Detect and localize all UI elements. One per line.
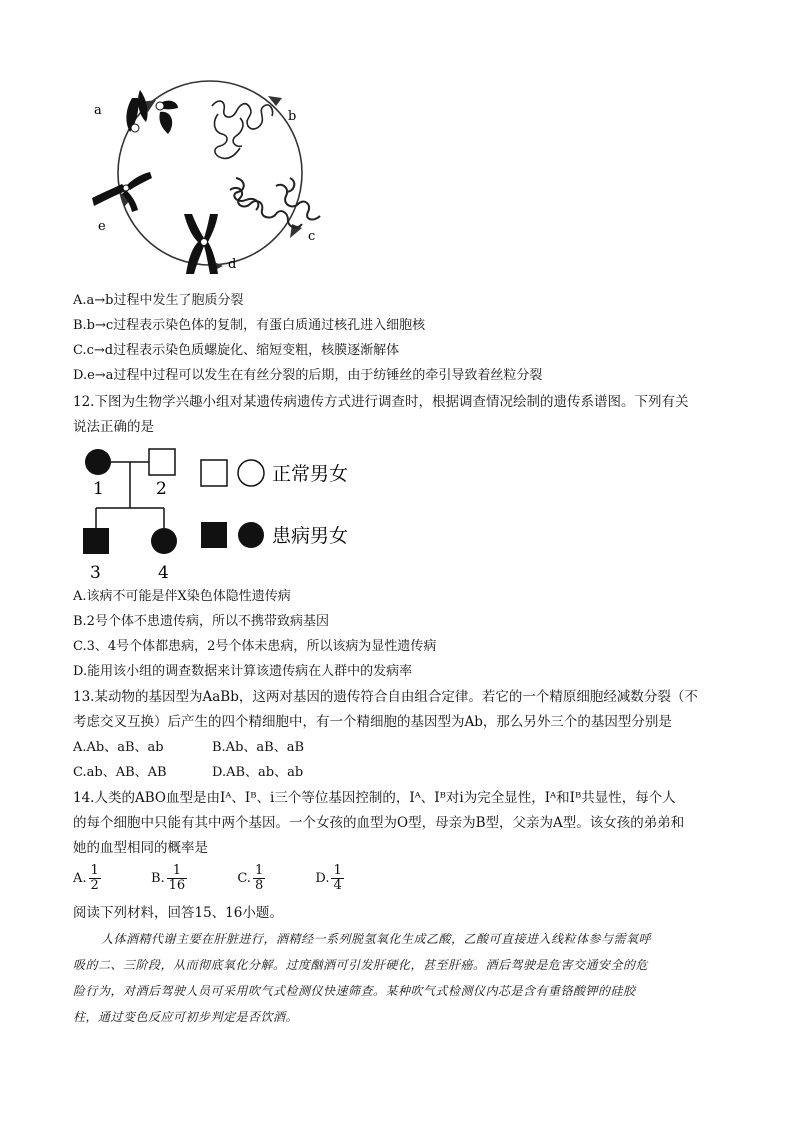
pedigree-number-2: 2 bbox=[156, 479, 167, 499]
q13-option-c: C.ab、AB、AB bbox=[73, 765, 167, 780]
q14-stem-line1: 14.人类的ABO血型是由Iᴬ、Iᴮ、i三个等位基因控制的，Iᴬ、Iᴮ对i为完全显性，Iᴬ和Iᴮ共显性，每个人 bbox=[73, 790, 676, 806]
q12-option-a: A.该病不可能是伴X染色体隐性遗传病 bbox=[73, 589, 291, 604]
legend-normal-female-symbol bbox=[238, 460, 264, 486]
q14-stem-line3: 她的血型相同的概率是 bbox=[73, 840, 208, 856]
q14-option-d-fraction bbox=[331, 864, 343, 893]
cycle-label-d: d bbox=[228, 257, 237, 272]
individual-2-normal-male bbox=[149, 449, 175, 475]
q13-stem-line1: 13.某动物的基因型为AaBb，这两对基因的遗传符合自由组合定律。若它的一个精原细胞经减数分裂（不 bbox=[73, 689, 698, 705]
individual-1-affected-female bbox=[85, 449, 111, 475]
q13-option-a: A.Ab、aB、ab bbox=[73, 740, 164, 755]
reading-para-line4: 柱，通过变色反应可初步判定是否饮酒。 bbox=[73, 1010, 299, 1024]
q12-option-d: D.能用该小组的调查数据来计算该遗传病在人群中的发病率 bbox=[73, 664, 413, 679]
fraction-denominator: 8 bbox=[254, 878, 264, 893]
q14-option-c-fraction bbox=[253, 864, 265, 893]
chromatin-stage-c bbox=[230, 178, 320, 227]
legend-affected-female-symbol bbox=[238, 522, 264, 548]
q14-option-d-label: D. bbox=[315, 871, 330, 886]
pedigree-number-4: 4 bbox=[158, 563, 169, 583]
fraction-numerator: 1 bbox=[90, 863, 99, 878]
chromosome-cycle-figure bbox=[80, 78, 340, 278]
chromosome-stage-e bbox=[92, 172, 152, 212]
fraction-numerator: 1 bbox=[167, 864, 188, 879]
q11-option-a: A.a→b过程中发生了胞质分裂 bbox=[73, 293, 244, 308]
fraction-numerator: 1 bbox=[254, 863, 264, 878]
q14-option-b bbox=[151, 862, 189, 896]
q14-option-d bbox=[315, 862, 345, 896]
q13-option-b: B.Ab、aB、aB bbox=[212, 740, 305, 755]
cycle-label-e: e bbox=[98, 219, 106, 234]
q14-option-a-label: A. bbox=[73, 871, 87, 886]
fraction-denominator: 2 bbox=[90, 878, 99, 893]
chromatin-stage-b bbox=[212, 101, 273, 158]
q12-stem-line1: 12.下图为生物学兴趣小组对某遗传病遗传方式进行调查时，根据调查情况绘制的遗传系谱图。下列有关 bbox=[73, 394, 689, 410]
legend-affected-male-symbol bbox=[201, 522, 227, 548]
q14-options-row bbox=[73, 862, 346, 896]
q14-stem-line2: 的每个细胞中只能有其中两个基因。一个女孩的血型为O型，母亲为B型，父亲为A型。该女孩的弟弟和 bbox=[73, 815, 685, 831]
q14-option-c-label: C. bbox=[237, 871, 251, 886]
q12-option-b: B.2号个体不患遗传病，所以不携带致病基因 bbox=[73, 614, 329, 629]
legend-affected-label: 患病男女 bbox=[272, 525, 349, 547]
reading-para-line3: 险行为，对酒后驾驶人员可采用吹气式检测仪快速筛查。某种吹气式检测仪内芯是含有重铬酸钾的硅胶 bbox=[73, 984, 636, 998]
fraction-denominator: 4 bbox=[333, 878, 342, 893]
q12-option-c: C.3、4号个体都患病，2号个体未患病，所以该病为显性遗传病 bbox=[73, 639, 437, 654]
pedigree-chart bbox=[80, 444, 370, 584]
cycle-label-b: b bbox=[288, 109, 297, 124]
q13-stem-line2: 考虑交叉互换）后产生的四个精细胞中，有一个精细胞的基因型为Ab，那么另外三个的基因型分别是 bbox=[73, 714, 672, 730]
legend-normal-male-symbol bbox=[201, 460, 227, 486]
cycle-label-a: a bbox=[94, 103, 102, 118]
q14-option-b-label: B. bbox=[150, 871, 165, 886]
q14-option-a-fraction bbox=[89, 864, 101, 893]
chromosome-stage-a bbox=[126, 90, 178, 134]
cycle-label-c: c bbox=[308, 229, 316, 244]
q11-option-d: D.e→a过程中过程可以发生在有丝分裂的后期，由于纺锤丝的牵引导致着丝粒分裂 bbox=[73, 368, 543, 383]
pedigree-number-1: 1 bbox=[93, 479, 104, 499]
pedigree-number-3: 3 bbox=[90, 563, 101, 583]
q11-option-b: B.b→c过程表示染色体的复制，有蛋白质通过核孔进入细胞核 bbox=[73, 318, 426, 333]
q14-option-b-fraction bbox=[167, 864, 188, 893]
individual-4-affected-female bbox=[151, 528, 177, 554]
reading-para-line1: 人体酒精代谢主要在肝脏进行，酒精经一系列脱氢氧化生成乙酸，乙酸可直接进入线粒体参与需氧呼 bbox=[101, 932, 652, 946]
q12-stem-line2: 说法正确的是 bbox=[73, 419, 154, 435]
reading-intro: 阅读下列材料，回答15、16小题。 bbox=[73, 905, 283, 921]
q13-option-d: D.AB、ab、ab bbox=[212, 765, 304, 780]
legend-normal-label: 正常男女 bbox=[272, 463, 349, 485]
q14-option-a bbox=[73, 862, 103, 896]
q14-option-c bbox=[237, 862, 267, 896]
fraction-numerator: 1 bbox=[333, 863, 342, 878]
individual-3-affected-male bbox=[83, 528, 109, 554]
reading-para-line2: 吸的二、三阶段，从而彻底氧化分解。过度酗酒可引发肝硬化，甚至肝癌。酒后驾驶是危害交通安全的危 bbox=[73, 958, 649, 972]
q11-option-c: C.c→d过程表示染色质螺旋化、缩短变粗，核膜逐渐解体 bbox=[73, 343, 400, 358]
fraction-denominator: 16 bbox=[168, 878, 186, 893]
